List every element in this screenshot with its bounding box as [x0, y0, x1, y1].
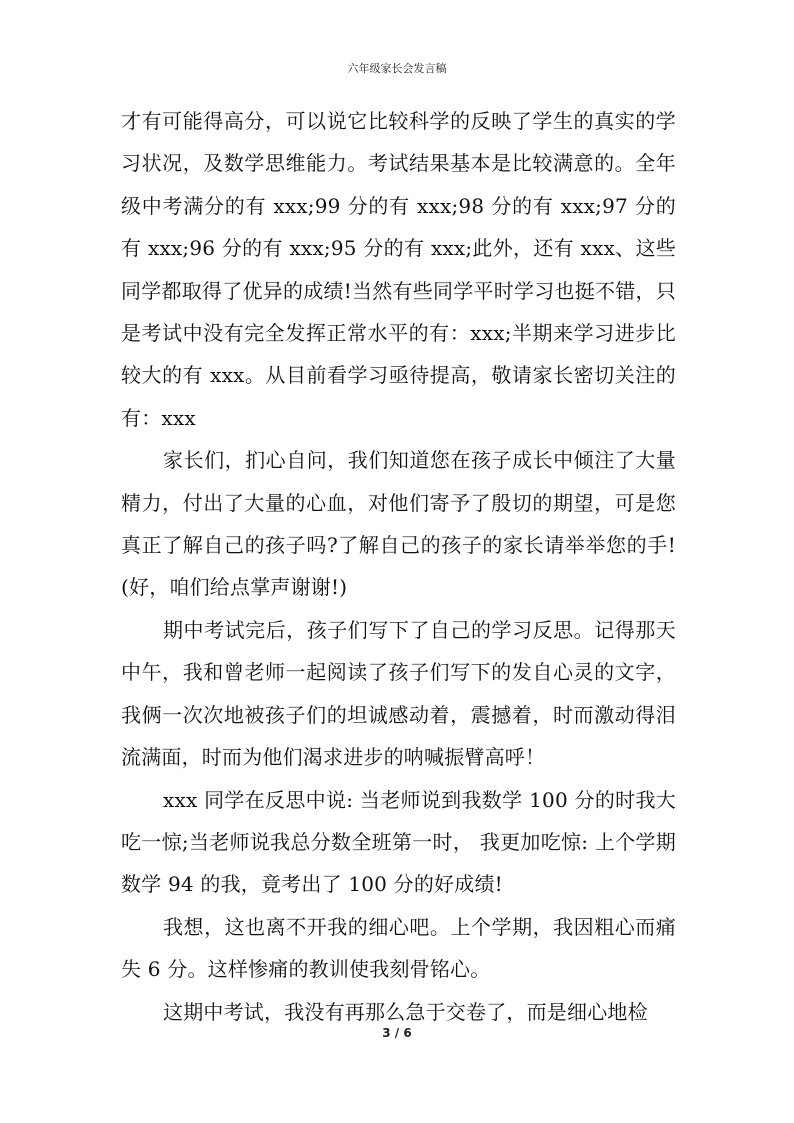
paragraph-reflection: 期中考试完后，孩子们写下了自己的学习反思。记得那天中午，我和曾老师一起阅读了孩子们写下的发自心灵的文字，我俩一次次地被孩子们的坦诚感动着，震撼着，时而激动得泪流满面，时而为他们渴求进步的呐喊振臂高呼！: [121, 617, 676, 770]
paragraph-continued: 才有可能得高分，可以说它比较科学的反映了学生的真实的学习状况，及数学思维能力。考试结果基本是比较满意的。全年级中考满分的有 xxx;99 分的有 xxx;98 分的有 xxx;97 分的有 xxx;96 分的有 xxx;95 分的有 xxx;此外，还有 xxx、这些同学都取得了优异的成绩!当然有些同学平时学习也挺不错，只是考试中没有完全发挥正常水平的有：xxx;半期来学习进步比较大的有 xxx。从目前看学习亟待提高，敬请家长密切关注的有：xxx: [121, 109, 676, 430]
paragraph-exam: 这期中考试，我没有再那么急于交卷了，而是细心地检: [163, 999, 648, 1024]
page-header: 六年级家长会发言稿: [347, 62, 447, 75]
paragraph-parents: 家长们，扪心自问，我们知道您在孩子成长中倾注了大量精力，付出了大量的心血，对他们寄予了殷切的期望，可是您真正了解自己的孩子吗?了解自己的孩子的家长请举举您的手!(好，咱们给点掌声谢谢!): [121, 448, 676, 600]
page-number: 3 / 6: [382, 1026, 412, 1040]
paragraph-carefulness: 我想，这也离不开我的细心吧。上个学期，我因粗心而痛失 6 分。这样惨痛的教训使我刻骨铭心。: [121, 914, 676, 982]
paragraph-student-quote: xxx 同学在反思中说: 当老师说到我数学 100 分的时我大吃一惊;当老师说我总分数全班第一时， 我更加吃惊: 上个学期数学 94 的我，竟考出了 100 分的好成绩!: [121, 787, 676, 897]
document-body: [121, 100, 676, 1033]
